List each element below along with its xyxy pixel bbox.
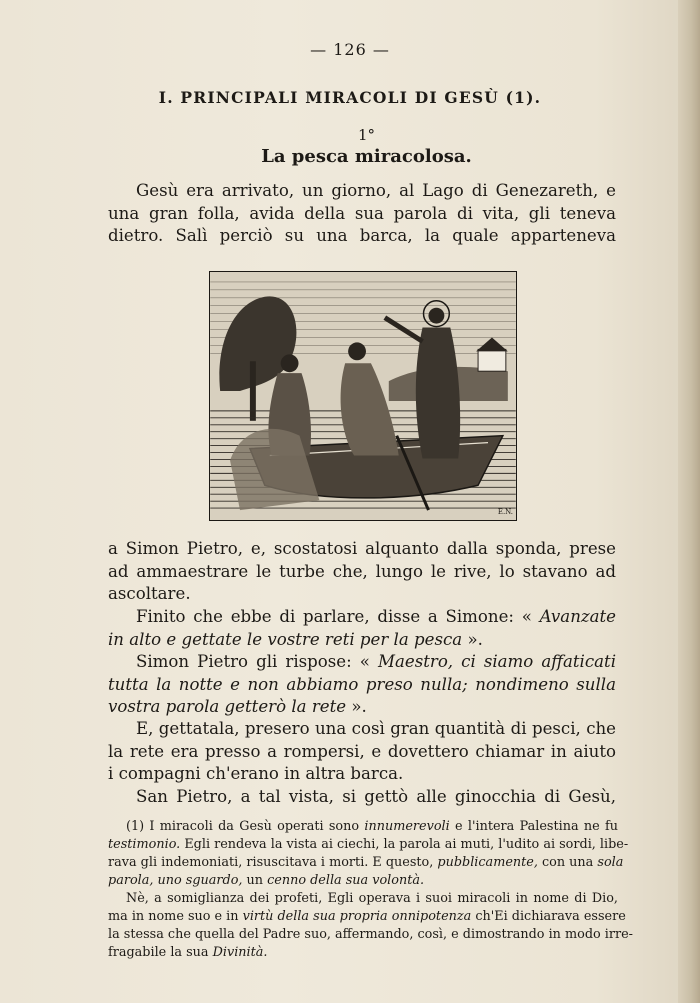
- text-span: ma in nome suo e in: [108, 909, 243, 924]
- footnote-line: [108, 818, 618, 836]
- footnote-line: [108, 908, 626, 926]
- italic-span: testimonio.: [108, 837, 181, 852]
- italic-span: sola: [597, 855, 624, 870]
- text-span: (1) I miracoli da Gesù operati sono: [126, 819, 365, 834]
- svg-text:E.N.: E.N.: [497, 508, 514, 517]
- footnote-line: [108, 944, 618, 962]
- section-title: I. PRINCIPALI MIRACOLI DI GESÙ (1).: [158, 88, 542, 107]
- paragraph-3: [108, 651, 616, 719]
- italic-span: Maestro, ci siamo affaticati: [378, 652, 616, 671]
- engraving-image: [209, 271, 517, 521]
- footnote-line: [108, 836, 629, 854]
- italic-span: virtù della sua propria onnipotenza: [242, 909, 472, 924]
- text-span: con una: [537, 855, 598, 870]
- italic-span: in alto e gettate le vostre reti per la pesca: [108, 629, 463, 649]
- text-span: Simon Pietro gli rispose: «: [136, 652, 370, 671]
- italic-span: tutta la notte e non abbiamo preso nulla; nondimeno sulla: [108, 674, 616, 694]
- text-span: Finito che ebbe di parlare, disse a Simone: «: [136, 607, 532, 626]
- text-span: e l'intera Palestina ne fu: [449, 819, 618, 834]
- page-number: — 126 —: [310, 40, 390, 59]
- italic-span: innumerevoli: [364, 819, 450, 834]
- footnote-line: [108, 872, 618, 890]
- footnote-line: la stessa che quella del Padre suo, affermando, così, e dimostrando in modo irre-: [108, 927, 634, 942]
- footnote-line: [108, 854, 624, 872]
- text-span: fragabile la sua: [108, 945, 213, 960]
- text-line: [108, 606, 616, 629]
- text-span: ch'Ei dichiarava essere: [471, 909, 626, 924]
- italic-span: pubblicamente,: [437, 855, 538, 870]
- text-line: San Pietro, a tal vista, si gettò alle ginocchia di Gesù,: [136, 787, 616, 806]
- text-line: Gesù era arrivato, un giorno, al Lago di Genezareth, e: [136, 181, 616, 200]
- chapter-number: 1°: [357, 126, 376, 144]
- text-line: a Simon Pietro, e, scostatosi alquanto dalla sponda, prese: [108, 539, 616, 558]
- text-span: ».: [351, 697, 367, 716]
- paragraph-1-continued: [108, 538, 616, 606]
- text-line: E, gettatala, presero una così gran quantità di pesci, che: [136, 719, 616, 738]
- footnote-line: Nè, a somiglianza dei profeti, Egli operava i suoi miracoli in nome di Dio,: [126, 891, 618, 906]
- text-span: ».: [467, 629, 483, 649]
- text-line: la rete era presso a rompersi, e dovettero chiamar in aiuto: [108, 741, 616, 761]
- paragraph-5: [108, 786, 616, 809]
- text-line: [108, 629, 616, 652]
- text-line: [108, 696, 616, 719]
- paragraph-2: [108, 606, 616, 651]
- text-line: una gran folla, avida della sua parola di vita, gli teneva: [108, 203, 616, 223]
- italic-span: vostra parola getterò la rete: [108, 697, 347, 716]
- illustration-miraculous-catch: [209, 271, 517, 521]
- text-span: un: [242, 873, 268, 888]
- italic-span: cenno della sua volontà.: [267, 873, 425, 888]
- paragraph-4: [108, 718, 616, 786]
- text-line: ascoltare.: [108, 584, 191, 603]
- text-line: [108, 674, 616, 697]
- text-span: rava gli indemoniati, risuscitava i morti. E questo,: [108, 855, 438, 870]
- italic-span: Divinità.: [212, 945, 268, 960]
- text-line: [108, 651, 616, 674]
- text-span: Egli rendeva la vista ai ciechi, la parola ai muti, l'udito ai sordi, libe-: [180, 837, 629, 852]
- text-line: i compagni ch'erano in altra barca.: [108, 764, 404, 783]
- text-line: dietro. Salì perciò su una barca, la quale apparteneva: [108, 226, 616, 245]
- text-line: ad ammaestrare le turbe che, lungo le rive, lo stavano ad: [108, 561, 616, 581]
- italic-span: Avanzate: [539, 607, 616, 626]
- footnote: [108, 818, 634, 962]
- paragraph-1: [108, 180, 616, 248]
- chapter-title: La pesca miracolosa.: [261, 146, 472, 167]
- italic-span: parola, uno sguardo,: [108, 873, 243, 888]
